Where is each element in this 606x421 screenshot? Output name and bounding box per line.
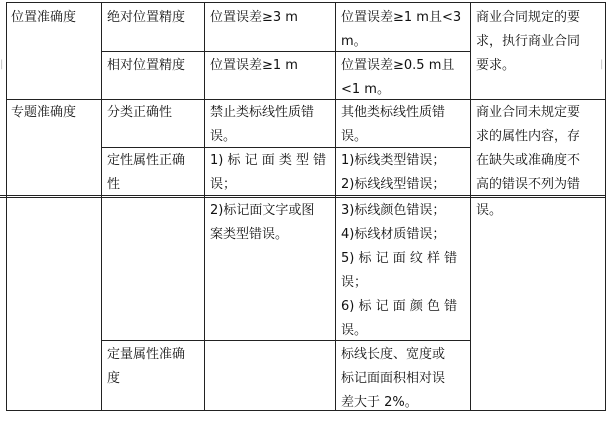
right-edge-tick: | [600,59,604,70]
table-border-left [6,2,7,411]
category-position-accuracy: 位置准确度 [11,10,77,25]
table-border-top [6,2,606,3]
other-qualitative-part2: 3)标线颜色错误； 4)标线材质错误； 5) 标 记 面 纹 样 错 误； 6) 标 记 面 颜 色 错 误。 [341,203,458,338]
forbidden-qualitative-part2: 2)标记面文字或图 案类型错误。 [210,203,315,242]
other-quantitative: 标线长度、宽度或 标记面面积相对误 差大于 2%。 [341,347,446,410]
other-classification: 其他类标线性质错 误。 [341,105,446,144]
item-relative-position: 相对位置精度 [107,58,186,73]
item-qualitative-attribute: 定性属性正确 性 [107,153,186,192]
page-break-top-line [0,197,606,198]
forbidden-classification: 禁止类标线性质错 误。 [210,105,315,144]
column-divider-1 [101,2,102,411]
item-quantitative-attribute: 定量属性准确 度 [107,347,186,386]
item-classification-correctness: 分类正确性 [107,105,173,120]
forbidden-relative-position: 位置误差≥1 m [210,58,298,73]
item-absolute-position: 绝对位置精度 [107,10,186,25]
other-relative-position: 位置误差≥0.5 m且 <1 m。 [341,58,455,97]
column-divider-4 [470,2,471,411]
category-thematic-accuracy: 专题准确度 [11,105,77,120]
other-absolute-position: 位置误差≥1 m且<3 m。 [341,10,462,49]
left-edge-tick: | [0,59,4,70]
table-border-bottom [6,410,606,411]
note-position-accuracy: 商业合同规定的要 求，执行商业合同 要求。 [476,10,581,73]
column-divider-2 [204,2,205,411]
forbidden-qualitative-part1: 1) 标 记 面 类 型 错 误； [210,153,327,192]
note-thematic-accuracy-part2: 误。 [476,203,503,218]
other-qualitative-part1: 1)标线类型错误； 2)标线线型错误； [341,153,446,192]
column-divider-3 [335,2,336,411]
section-divider [6,99,606,100]
forbidden-absolute-position: 位置误差≥3 m [210,10,298,25]
note-thematic-accuracy-part1: 商业合同未规定要 求的属性内容，存 在缺失或准确度不 高的错误不列为错 [476,105,581,192]
